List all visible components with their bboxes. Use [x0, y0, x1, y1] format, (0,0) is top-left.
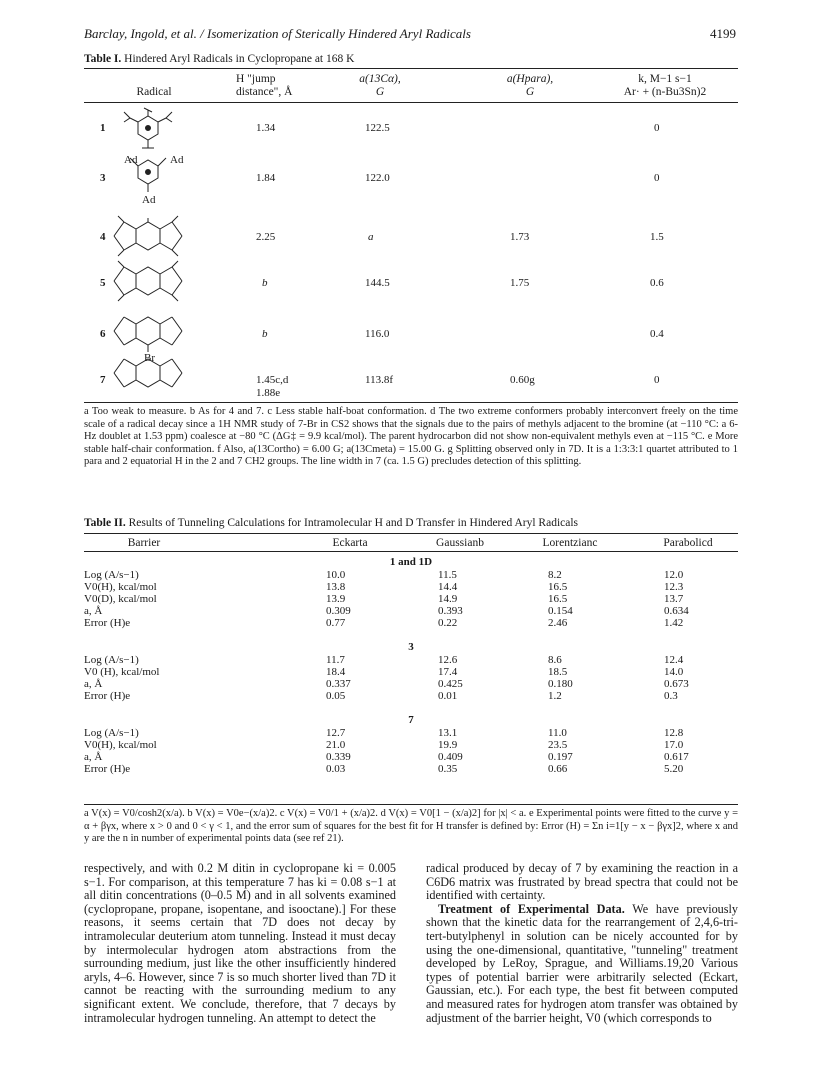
t2-cell-e: 0.77	[326, 617, 346, 629]
t2-cell-l: 16.5	[548, 581, 568, 593]
radical-structures	[108, 106, 218, 388]
structure-5-icon	[114, 261, 182, 301]
t2-cell-l: 18.5	[548, 666, 568, 678]
t2-cell-p: 13.7	[664, 593, 684, 605]
t2-cell-e: 0.05	[326, 690, 346, 702]
table1-bottom-rule	[84, 402, 738, 403]
table2-top-rule	[84, 533, 738, 534]
t2-row-label: V0 (H), kcal/mol	[84, 666, 160, 678]
t2-cell-l: 0.154	[548, 605, 573, 617]
t2-cell-e: 12.7	[326, 727, 346, 739]
t2-row-label: a, Å	[84, 751, 103, 763]
t2-cell-g: 11.5	[438, 569, 457, 581]
t2-cell-p: 0.617	[664, 751, 689, 763]
t2-cell-e: 0.339	[326, 751, 351, 763]
t1-cell-a13c: a	[368, 231, 374, 243]
t2-row-label: a, Å	[84, 678, 103, 690]
t2-row-label: Log (A/s−1)	[84, 569, 139, 581]
t2-cell-g: 0.22	[438, 617, 458, 629]
t2-cell-p: 12.0	[664, 569, 684, 581]
t1-cell-k: 0	[654, 172, 660, 184]
t1-cell-a13c: 122.0	[365, 172, 390, 184]
structure-6-icon	[114, 317, 182, 352]
section-heading: Treatment of Experimental Data.	[438, 901, 625, 916]
t2-cell-g: 19.9	[438, 739, 458, 751]
t1-cell-h: b	[262, 277, 268, 289]
t1-header-radical: Radical	[136, 86, 172, 98]
t2-row	[84, 739, 738, 751]
t2-row	[84, 666, 738, 678]
t2-section-title: 3	[408, 641, 414, 653]
t1-cell-a13c: 144.5	[365, 277, 390, 289]
mol-label-ad3: Ad	[142, 194, 156, 206]
table1-caption	[84, 53, 354, 65]
t2-cell-l: 8.6	[548, 654, 562, 666]
t1-row-label: 4	[100, 231, 106, 243]
body-left-column	[84, 862, 396, 1025]
mol-label-ad2: Ad	[170, 154, 184, 166]
table1-header-rule	[84, 102, 738, 103]
t2-row	[84, 727, 738, 739]
t2-cell-g: 13.1	[438, 727, 458, 739]
t1-cell-h: 2.25	[256, 231, 276, 243]
body-paragraph: radical produced by decay of 7 by examining the reaction in a C6D6 matrix was frustrated by bread spectra that could not be identified with certainty.	[426, 861, 738, 903]
t2-cell-e: 0.309	[326, 605, 351, 617]
t1-cell-ahpara: 1.75	[510, 277, 530, 289]
t2-cell-l: 11.0	[548, 727, 567, 739]
t2-cell-l: 0.180	[548, 678, 573, 690]
t2-row	[84, 690, 738, 702]
table2-caption	[84, 517, 578, 529]
t2-cell-g: 0.409	[438, 751, 463, 763]
table1-caption-text: Hindered Aryl Radicals in Cyclopropane at 168 K	[124, 53, 355, 65]
table2-footnote: a V(x) = V0/cosh2(x/a). b V(x) = V0e−(x/a)2. c V(x) = V0/1 + (x/a)2. d V(x) = V0[1 − (x/a)2] for |x| < a. e Experimental points were fitted to the curve y = α + βγx, where x > 0 and 0 < γ < 1, and the error sum of squares for the best fit for H transfer is defined by: Error (H) = Σn i=1[y − x − βγx]2, where x and y are the n in number of experimental points data (see ref 21).	[84, 808, 738, 845]
t1-cell-a13c: 116.0	[365, 328, 390, 340]
t2-cell-p: 0.673	[664, 678, 689, 690]
mol-label-br: Br	[144, 352, 155, 364]
structure-1-icon	[124, 108, 172, 148]
t2-cell-l: 23.5	[548, 739, 568, 751]
structure-4-icon	[114, 216, 182, 256]
t2-header-lorentzian: Lorentzianc	[542, 537, 598, 549]
t2-row-label: Error (H)e	[84, 690, 131, 702]
table2-header-rule	[84, 551, 738, 552]
t2-cell-e: 21.0	[326, 739, 346, 751]
t1-row-label: 7	[100, 374, 106, 386]
t1-header-k: k, M−1 s−1 Ar· + (n-Bu3Sn)2	[623, 73, 707, 98]
t2-cell-g: 0.35	[438, 763, 458, 775]
t2-cell-l: 8.2	[548, 569, 562, 581]
t2-row-label: a, Å	[84, 605, 103, 617]
t2-cell-p: 1.42	[664, 617, 684, 629]
t2-cell-g: 14.9	[438, 593, 458, 605]
t2-cell-p: 0.634	[664, 605, 689, 617]
t2-row	[84, 593, 738, 605]
mol-label-ad1: Ad	[124, 154, 138, 166]
t1-header-hjump: H "jump distance", Å	[236, 73, 293, 98]
t1-cell-ahpara: 0.60g	[510, 374, 535, 386]
t2-cell-g: 12.6	[438, 654, 458, 666]
t2-row	[84, 763, 738, 775]
t2-cell-l: 2.46	[548, 617, 568, 629]
t2-row-label: V0(D), kcal/mol	[84, 593, 157, 605]
table1-caption-label: Table I.	[84, 53, 122, 65]
t2-cell-l: 1.2	[548, 690, 562, 702]
table2-caption-text: Results of Tunneling Calculations for Intramolecular H and D Transfer in Hindered Aryl Radicals	[128, 517, 579, 529]
t1-row-label: 5	[100, 277, 106, 289]
t1-cell-k: 1.5	[650, 231, 664, 243]
t2-cell-e: 0.03	[326, 763, 346, 775]
t1-cell-ahpara: 1.73	[510, 231, 530, 243]
t2-cell-p: 0.3	[664, 690, 678, 702]
t2-cell-l: 0.197	[548, 751, 573, 763]
t2-cell-p: 12.4	[664, 654, 684, 666]
t2-cell-g: 0.425	[438, 678, 463, 690]
t2-row	[84, 581, 738, 593]
running-title: Barclay, Ingold, et al. / Isomerization of Sterically Hindered Aryl Radicals	[84, 26, 471, 41]
t1-cell-h2: 1.88e	[256, 387, 281, 399]
table1-top-rule	[84, 68, 738, 69]
t2-section-title: 1 and 1D	[389, 556, 433, 568]
t2-header-eckart: Eckarta	[332, 537, 368, 549]
t1-row-label: 6	[100, 328, 106, 340]
t2-row-label: Log (A/s−1)	[84, 727, 139, 739]
t2-row	[84, 678, 738, 690]
t2-cell-e: 10.0	[326, 569, 346, 581]
table1-footnote: a Too weak to measure. b As for 4 and 7. c Less stable half-boat conformation. d The two extreme conformers probably interconvert freely on the time scale of a radical decay since a 1H NMR study of 7-Br in CS2 shows that the signals due to the pairs of methyls adjacent to the bromine (at −110 °C: a 6-Hz doublet at 1.53 ppm) coalesce at −80 °C (ΔG‡ = 9.9 kcal/mol). The parent hydrocarbon did not show non-equivalent methyls even at −115 °C. e More stable half-chair conformation. f Also, a(13Cortho) = 6.00 G; a(13Cmeta) = 15.00 G. g Splitting observed only in 7D. It is a 1:3:3:1 quartet attributed to 1 para and 2 equatorial H in the 2 and 7 CH2 groups. The line width in 7 (ca. 1.5 G) precludes detection of this splitting.	[84, 406, 738, 468]
t2-cell-p: 12.8	[664, 727, 684, 739]
t2-cell-e: 13.8	[326, 581, 346, 593]
t2-row-label: V0(H), kcal/mol	[84, 581, 157, 593]
t2-row-label: Log (A/s−1)	[84, 654, 139, 666]
t2-cell-e: 13.9	[326, 593, 346, 605]
t2-cell-p: 5.20	[664, 763, 684, 775]
t2-cell-l: 0.66	[548, 763, 568, 775]
t1-cell-h: 1.34	[256, 122, 276, 134]
t1-cell-k: 0	[654, 374, 660, 386]
t2-cell-l: 16.5	[548, 593, 568, 605]
table2-bottom-rule	[84, 804, 738, 805]
body-paragraph: respectively, and with 0.2 M ditin in cyclopropane ki = 0.005 s−1. For comparison, at this temperature 7 has ki = 0.08 s−1 at all ditin concentrations (0–0.5 M) and in all solvents examined (cyclopropane, propane, isopentane, and isooctane).] For these reasons, it seems certain that 7D does not decay by intramolecular deuterium atom tunneling. Instead it must decay by intermolecular hydrogen atom abstractions from the surrounding medium, just like the other insufficiently hindered aryls, 4–6. However, since 7 is so much shorter lived than 7D it cannot be reacting with the surrounding medium to any significant extent. We conclude, therefore, that 7 decays by intramolecular hydrogen tunneling. An attempt to detect the	[84, 861, 396, 1025]
t1-cell-h: 1.84	[256, 172, 276, 184]
t2-cell-p: 12.3	[664, 581, 684, 593]
t2-row-label: Error (H)e	[84, 617, 131, 629]
t2-row	[84, 617, 738, 629]
body-right-column	[426, 862, 738, 1025]
t2-header-gaussian: Gaussianb	[436, 537, 484, 549]
t1-header-a13c: a(13Cα), G	[359, 73, 401, 98]
t2-row	[84, 751, 738, 763]
t2-cell-g: 17.4	[438, 666, 458, 678]
t1-cell-k: 0.4	[650, 328, 664, 340]
t2-cell-e: 0.337	[326, 678, 351, 690]
page-number: 4199	[710, 26, 736, 41]
t1-cell-h: b	[262, 328, 268, 340]
t1-cell-k: 0.6	[650, 277, 664, 289]
t2-cell-g: 0.01	[438, 690, 458, 702]
t2-row	[84, 569, 738, 581]
t2-cell-g: 14.4	[438, 581, 458, 593]
t2-cell-g: 0.393	[438, 605, 463, 617]
t1-cell-h: 1.45c,d	[256, 374, 289, 386]
t2-row-label: Error (H)e	[84, 763, 131, 775]
t1-cell-a13c: 122.5	[365, 122, 390, 134]
t1-row-label: 1	[100, 122, 106, 134]
t2-row-label: V0(H), kcal/mol	[84, 739, 157, 751]
t2-cell-p: 14.0	[664, 666, 684, 678]
t2-section-title: 7	[408, 714, 414, 726]
t2-header-parabolic: Parabolicd	[663, 537, 713, 549]
t2-cell-e: 18.4	[326, 666, 346, 678]
t2-row	[84, 605, 738, 617]
t1-row-label: 3	[100, 172, 106, 184]
running-header	[84, 26, 736, 44]
t2-row	[84, 654, 738, 666]
t2-cell-e: 11.7	[326, 654, 345, 666]
table2-caption-label: Table II.	[84, 517, 126, 529]
body-paragraph: We have previously shown that the kinetic data for the rearrangement of 2,4,6-tri-tert-butylphenyl in solution can be nicely accounted for by using the one-dimensional, quantitative, "tunneling" treatment developed by LeRoy, Sprague, and Williams.19,20 Various types of potential barrier were arbitrarily selected (Eckart, Gaussian, etc.). For each type, the best fit between computed and measured rates for hydrogen atom transfer was obtained by adjustment of the barrier height, V0 (which corresponds to	[426, 901, 738, 1025]
t1-cell-k: 0	[654, 122, 660, 134]
t1-cell-a13c: 113.8f	[365, 374, 394, 386]
t2-cell-p: 17.0	[664, 739, 684, 751]
t2-header-barrier: Barrier	[127, 537, 161, 549]
t1-header-ahpara: a(Hpara), G	[506, 73, 554, 98]
